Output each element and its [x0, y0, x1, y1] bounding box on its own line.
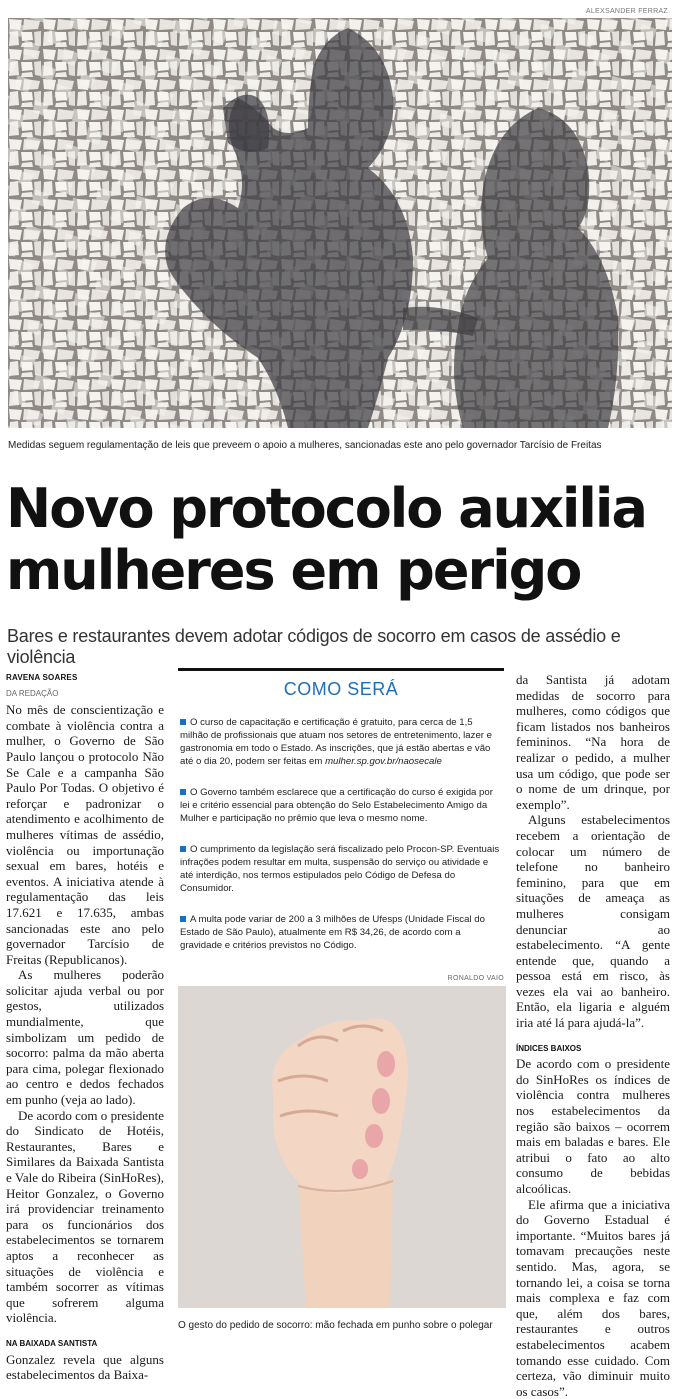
info-box-item: A multa pode variar de 200 a 3 milhões de Ufesps (Unidade Fiscal do Estado de São Paulo), atualmente em R$ 34,26, de acordo com a gravidade e critérios previstos no Código. — [180, 914, 485, 951]
subheadline: Bares e restaurantes devem adotar códigos de socorro em casos de assédio e violência — [7, 626, 621, 667]
paragraph: De acordo com o presidente do Sindicato de Hotéis, Restaurantes, Bares e Similares da Baixada Santista e Vale do Ribeira (SinHoRes), Heitor Gonzalez, o Governo irá providenciar treinamento para os funcionários dos estabelecimentos se tornarem aptos a reconhecer as situações de violência e também socorrer as vítimas que sofrerem alguma violência. — [6, 1107, 164, 1326]
paragraph: Gonzalez revela que alguns estabelecimentos da Baixa- — [6, 1351, 164, 1383]
info-box — [178, 668, 504, 971]
section-title: ÍNDICES BAIXOS — [516, 1043, 582, 1053]
paragraph: Ele afirma que a iniciativa do Governo Estadual é importante. “Muitos bares já tomavam precauções neste sentido. Mas, agora, se tornando lei, a coisa se torna mais complexa e faz com que, além dos bares, restaurantes e outros estabelecimentos acabem tomando esse cuidado. Com certeza, vão diminuir muito os casos”. — [516, 1196, 670, 1399]
paragraph: De acordo com o presidente do SinHoRes os índices de violência contra mulheres nos estabelecimentos da região são baixos – ocorrem mais em baladas e bares. Ele atribui o fato ao alto consumo de bebidas alcoólicas. — [516, 1056, 670, 1196]
section-title: NA BAIXADA SANTISTA — [6, 1338, 98, 1348]
square-bullet-icon — [180, 916, 186, 922]
headline: Novo protocolo auxilia mulheres em perigo — [6, 477, 646, 602]
paragraph: No mês de conscientização e combate à violência contra a mulher, o Governo de São Paulo lançou o protocolo Não Se Cale e a campanha São Paulo Por Todas. O objetivo é reforçar e padronizar o atendimento e acolhimento de mulheres vítimas de assédio, violência ou importunação sexual em bares, hotéis e eventos. A iniciativa atende à regulamentação das leis 17.621 e 17.635, ambas sancionadas este ano pelo governador Tarcísio de Freitas (Republicanos). — [6, 702, 164, 967]
byline-desk: DA REDAÇÃO — [6, 688, 59, 698]
square-bullet-icon — [180, 719, 186, 725]
article-column-1 — [6, 670, 164, 1383]
byline-author: RAVENA SOARES — [6, 673, 78, 682]
hand-gesture-photo — [178, 986, 506, 1308]
paragraph: da Santista já adotam medidas de socorro para mulheres, como códigos que ficam listados nos banheiros femininos. “Na hora de realizar o pedido, a mulher usa um código, que pode ser o nome de um drinque, por exemplo”. — [516, 672, 670, 812]
article-column-3 — [516, 672, 670, 1399]
info-box-title: COMO SERÁ — [283, 679, 399, 699]
paragraph: Alguns estabelecimentos recebem a orientação de colocar um número de telefone no banheiro feminino, para que em situações de ameaça as mulheres consigam denunciar ao estabelecimento. “A gente entende que, quando a pessoa está em risco, às vezes ela vai ao banheiro. Então, ela ligaria e alguém iria até lá para ajudá-la”. — [516, 812, 670, 1031]
hand-photo-caption: O gesto do pedido de socorro: mão fechada em punho sobre o polegar — [178, 1320, 493, 1331]
info-box-item: O Governo também esclarece que a certificação do curso é exigida por lei e critério essencial para obtenção do Selo Estabelecimento Amigo da Mulher e participação no prêmio que leva o mesmo nome. — [180, 787, 493, 824]
photo-credit-hand: RONALDO VAIO — [447, 975, 504, 982]
info-link[interactable]: mulher.sp.gov.br/naosecale — [325, 756, 442, 767]
main-photo — [8, 18, 672, 428]
photo-credit-top: ALEXSANDER FERRAZ — [585, 8, 668, 15]
square-bullet-icon — [180, 789, 186, 795]
info-box-item: O cumprimento da legislação será fiscalizado pelo Procon-SP. Eventuais infrações podem resultar em multa, suspensão do serviço ou atividade e até interdição, nos termos estipulados pelo Código de Defesa do Consumidor. — [180, 844, 500, 894]
info-box-item: O curso de capacitação e certificação é gratuito, para cerca de 1,5 milhão de profissionais que atuam nos setores de entretenimento, lazer e gastronomia em todo o Estado. As inscrições, que já estão abertas e vão até o dia 20, podem ser feitas em mulher.sp.gov.br/naosecale — [180, 717, 492, 767]
main-photo-caption: Medidas seguem regulamentação de leis que preveem o apoio a mulheres, sancionadas este ano pelo governador Tarcísio de Freitas — [8, 440, 602, 451]
paragraph: As mulheres poderão solicitar ajuda verbal ou por gestos, utilizados mundialmente, que simbolizam um pedido de socorro: palma da mão aberta para cima, polegar flexionado ao centro e dedos fechados em punho (veja ao lado). — [6, 967, 164, 1108]
square-bullet-icon — [180, 846, 186, 852]
